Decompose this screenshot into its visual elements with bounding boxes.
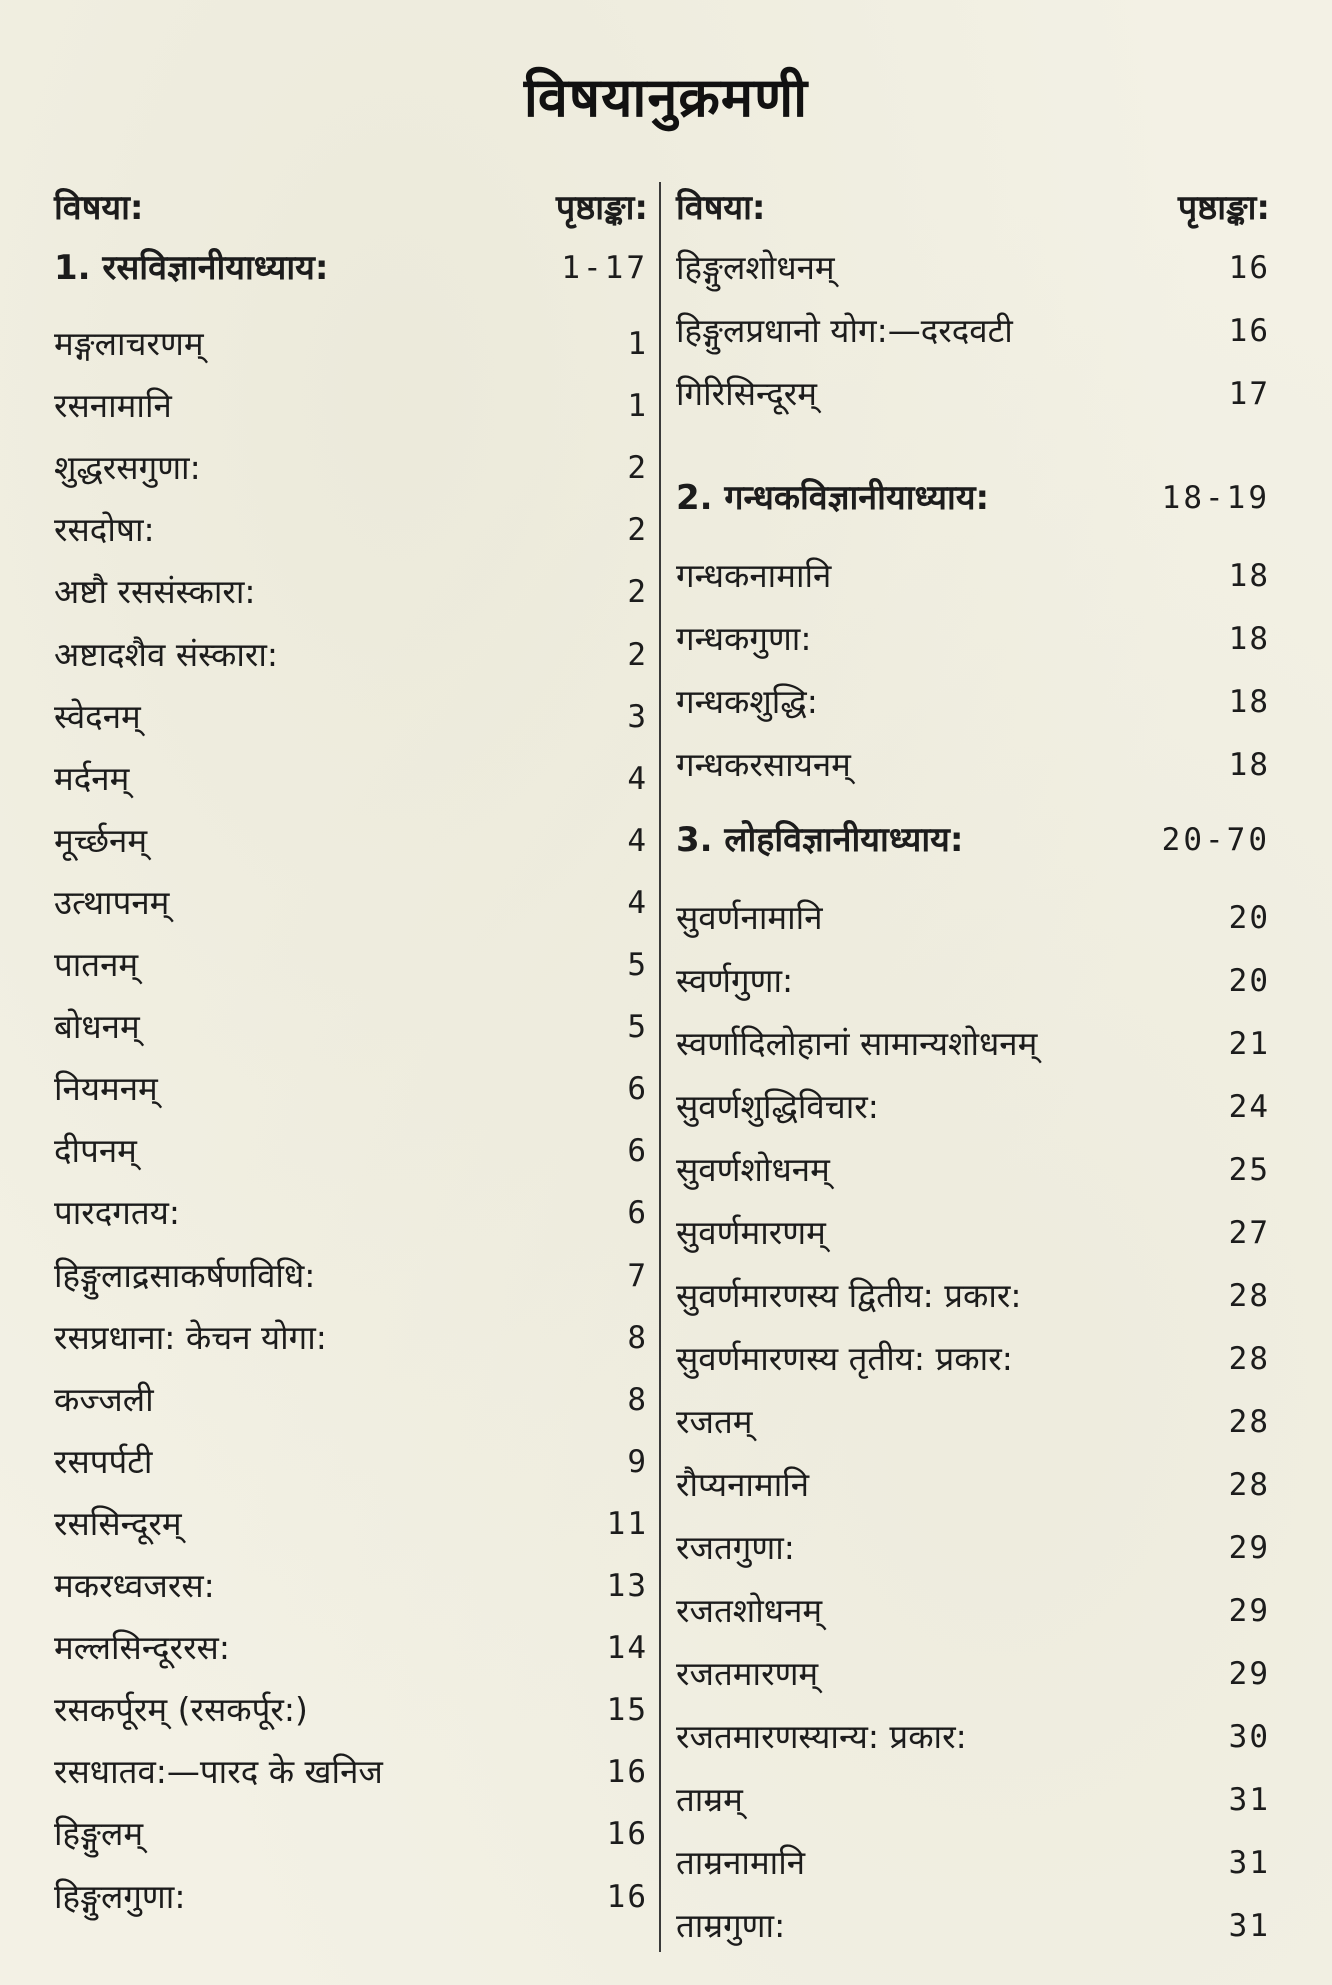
toc-entry-page: 5	[627, 947, 648, 983]
toc-entry-page: 1	[627, 388, 648, 425]
toc-entry	[676, 1396, 1270, 1448]
toc-entry-title: नियमनम्	[54, 1069, 158, 1109]
toc-entry-title: रजतगुणा:	[676, 1528, 795, 1567]
toc-entry-page: 6	[627, 1195, 648, 1232]
toc-entry	[54, 939, 648, 991]
toc-entry	[54, 1808, 648, 1860]
toc-entry-title: ताम्रनामानि	[676, 1843, 806, 1882]
toc-entry-page: 15	[606, 1692, 648, 1729]
toc-entry-title: रजतम्	[676, 1402, 753, 1441]
toc-entry	[54, 318, 648, 370]
chapter-1-heading	[54, 242, 648, 294]
toc-entry-title: मल्लसिन्दूररस:	[54, 1628, 230, 1668]
toc-entry-title: स्वेदनम्	[54, 696, 141, 736]
toc-entry-page: 17	[1228, 376, 1270, 412]
toc-entry-title: गन्धकशुद्धि:	[676, 682, 818, 721]
toc-entry-title: सुवर्णशुद्धिविचार:	[676, 1087, 879, 1126]
toc-entry	[54, 504, 648, 556]
toc-entry-page: 16	[606, 1754, 648, 1791]
toc-entry-title: स्वर्णगुणा:	[676, 961, 794, 1000]
toc-entry-page: 4	[627, 760, 648, 797]
toc-entry-title: स्वर्णादिलोहानां सामान्यशोधनम्	[676, 1024, 1038, 1063]
toc-entry-title: गन्धकनामानि	[676, 556, 832, 595]
toc-entry	[54, 1560, 648, 1612]
toc-entry-title: मूर्च्छनम्	[54, 820, 148, 860]
toc-entry	[54, 815, 648, 867]
chapter-2-title: 2. गन्धकविज्ञानीयाध्याय:	[676, 478, 990, 518]
toc-entry-title: सुवर्णमारणम्	[676, 1213, 826, 1252]
toc-entry-title: अष्टौ रससंस्कारा:	[54, 572, 256, 612]
toc-entry	[676, 1144, 1270, 1196]
chapter-1-pages: 1-17	[561, 250, 648, 286]
toc-entry-page: 27	[1228, 1215, 1270, 1251]
toc-entry-page: 4	[627, 822, 648, 859]
toc-entry-page: 28	[1228, 1341, 1270, 1377]
toc-entry-page: 7	[627, 1257, 648, 1294]
toc-entry-page: 8	[627, 1381, 648, 1418]
toc-entry	[676, 1711, 1270, 1763]
toc-entry-page: 9	[627, 1443, 648, 1480]
toc-entry-page: 6	[627, 1133, 648, 1170]
toc-entry-title: उत्थापनम्	[54, 882, 170, 922]
toc-entry-title: पारदगतय:	[54, 1193, 180, 1233]
toc-entry	[54, 753, 648, 805]
toc-entry-page: 1	[627, 326, 648, 362]
toc-entry-title: सुवर्णमारणस्य द्वितीय: प्रकार:	[676, 1276, 1022, 1315]
toc-entry	[676, 550, 1270, 602]
toc-entry-page: 29	[1228, 1656, 1270, 1692]
toc-entry-title: कज्जली	[54, 1379, 154, 1419]
toc-entry-page: 25	[1228, 1152, 1270, 1188]
toc-entry	[676, 676, 1270, 728]
toc-entry	[54, 1374, 648, 1426]
toc-entry-page: 29	[1228, 1593, 1270, 1629]
chapter-2-pages: 18-19	[1161, 480, 1270, 516]
toc-entry	[676, 1018, 1270, 1070]
toc-entry-title: रसधातव:—पारद के खनिज	[54, 1752, 383, 1792]
toc-entry-page: 18	[1228, 684, 1270, 720]
toc-entry	[676, 892, 1270, 944]
toc-entry	[54, 1871, 648, 1923]
toc-entry	[676, 955, 1270, 1007]
subject-heading: विषया:	[54, 188, 144, 228]
toc-entry-page: 6	[627, 1071, 648, 1108]
toc-entry-page: 24	[1228, 1089, 1270, 1125]
toc-entry	[54, 1684, 648, 1736]
toc-entry	[676, 1837, 1270, 1889]
chapter-2-heading	[676, 472, 1270, 524]
toc-entry-title: गिरिसिन्दूरम्	[676, 374, 817, 413]
page-title: विषयानुक्रमणी	[523, 66, 809, 129]
toc-entry-page: 3	[627, 698, 648, 735]
toc-entry-title: रसनामानि	[54, 386, 172, 426]
toc-entry-title: मङ्गलाचरणम्	[54, 324, 204, 363]
toc-entry	[54, 1125, 648, 1177]
toc-entry-title: मकरध्वजरस:	[54, 1566, 215, 1605]
chapter-3-heading	[676, 814, 1270, 866]
toc-entry-page: 18	[1228, 621, 1270, 657]
toc-entry	[54, 629, 648, 681]
toc-entry	[676, 1900, 1270, 1952]
toc-entry-title: रसप्रधाना: केचन योगा:	[54, 1317, 327, 1357]
toc-entry-page: 21	[1228, 1026, 1270, 1062]
toc-entry-page: 16	[1228, 250, 1270, 286]
toc-entry-title: बोधनम्	[54, 1007, 140, 1047]
toc-entry-page: 18	[1228, 747, 1270, 783]
toc-entry-page: 2	[627, 450, 648, 487]
toc-entry	[54, 1187, 648, 1239]
toc-entry-page: 29	[1228, 1530, 1270, 1566]
toc-entry	[676, 739, 1270, 791]
toc-entry-title: हिङ्गुलशोधनम्	[676, 248, 835, 287]
toc-entry	[54, 1250, 648, 1302]
toc-entry-page: 4	[627, 884, 648, 921]
toc-entry-page: 28	[1228, 1467, 1270, 1503]
toc-entry-title: सुवर्णमारणस्य तृतीय: प्रकार:	[676, 1339, 1013, 1378]
toc-entry-page: 2	[627, 574, 648, 611]
toc-entry-title: सुवर्णशोधनम्	[676, 1150, 830, 1189]
toc-entry-page: 31	[1228, 1908, 1270, 1944]
toc-entry-title: शुद्धरसगुणा:	[54, 448, 201, 488]
toc-entry-title: रजतमारणस्यान्य: प्रकार:	[676, 1717, 967, 1756]
toc-entry	[676, 1081, 1270, 1133]
toc-entry-page: 5	[627, 1009, 648, 1046]
toc-entry	[54, 1498, 648, 1550]
page-heading: पृष्ठाङ्का:	[1177, 188, 1270, 228]
toc-entry-page: 16	[606, 1816, 648, 1853]
chapter-1-title: 1. रसविज्ञानीयाध्याय:	[54, 248, 329, 288]
toc-entry	[54, 691, 648, 743]
toc-entry-title: हिङ्गुलगुणा:	[54, 1876, 186, 1916]
toc-entry-page: 2	[627, 512, 648, 549]
toc-entry-title: सुवर्णनामानि	[676, 898, 823, 937]
toc-entry-title: अष्टादशैव संस्कारा:	[54, 634, 279, 674]
toc-entry-page: 30	[1228, 1719, 1270, 1755]
toc-entry	[676, 242, 1270, 294]
toc-entry-title: रजतशोधनम्	[676, 1591, 823, 1630]
toc-entry	[54, 442, 648, 494]
toc-entry-title: रसकर्पूरम् (रसकर्पूर:)	[54, 1690, 308, 1730]
toc-entry-title: दीपनम्	[54, 1131, 137, 1171]
toc-entry-title: रसपर्पटी	[54, 1441, 153, 1481]
toc-entry	[676, 1459, 1270, 1511]
toc-entry-page: 16	[606, 1878, 648, 1915]
toc-entry	[676, 305, 1270, 357]
toc-entry-page: 8	[627, 1319, 648, 1356]
right-column-header	[676, 182, 1270, 234]
toc-entry	[676, 1522, 1270, 1574]
toc-entry	[54, 566, 648, 618]
toc-entry-title: मर्दनम्	[54, 758, 130, 798]
toc-entry-page: 20	[1228, 900, 1270, 936]
toc-entry	[54, 1063, 648, 1115]
toc-entry-page: 2	[627, 636, 648, 673]
toc-entry-title: पातनम्	[54, 945, 139, 984]
toc-entry-title: गन्धकरसायनम्	[676, 745, 851, 784]
toc-entry-title: रससिन्दूरम्	[54, 1503, 182, 1543]
toc-entry-page: 11	[606, 1505, 648, 1542]
toc-entry-title: रसदोषा:	[54, 510, 155, 550]
subject-heading: विषया:	[676, 188, 766, 228]
toc-entry-title: ताम्रम्	[676, 1780, 743, 1819]
toc-entry-page: 13	[606, 1568, 648, 1604]
toc-entry	[54, 1312, 648, 1364]
toc-entry-page: 31	[1228, 1782, 1270, 1818]
toc-entry-page: 28	[1228, 1278, 1270, 1314]
toc-entry-page: 16	[1228, 313, 1270, 349]
toc-entry-title: हिङ्गुलाद्रसाकर्षणविधि:	[54, 1255, 316, 1295]
chapter-3-title: 3. लोहविज्ञानीयाध्याय:	[676, 820, 964, 860]
toc-entry	[676, 1774, 1270, 1826]
toc-entry	[54, 877, 648, 929]
toc-entry-title: गन्धकगुणा:	[676, 619, 812, 658]
toc-entry	[54, 1436, 648, 1488]
toc-entry	[54, 380, 648, 432]
toc-entry-title: रजतमारणम्	[676, 1654, 819, 1693]
toc-entry	[676, 1333, 1270, 1385]
toc-entry	[54, 1622, 648, 1674]
page-heading: पृष्ठाङ्का:	[555, 188, 648, 228]
toc-entry	[54, 1746, 648, 1798]
toc-entry-page: 14	[606, 1630, 648, 1667]
toc-entry-page: 31	[1228, 1845, 1270, 1881]
toc-entry	[676, 1648, 1270, 1700]
toc-entry-page: 20	[1228, 963, 1270, 999]
toc-entry	[54, 1001, 648, 1053]
left-column-header	[54, 182, 648, 234]
toc-entry-title: हिङ्गुलम्	[54, 1814, 144, 1854]
toc-entry-page: 18	[1228, 558, 1270, 594]
column-divider	[659, 182, 661, 1952]
toc-entry-title: ताम्रगुणा:	[676, 1906, 786, 1945]
toc-entry	[676, 368, 1270, 420]
chapter-3-pages: 20-70	[1161, 822, 1270, 858]
toc-entry	[676, 1207, 1270, 1259]
toc-entry	[676, 1585, 1270, 1637]
toc-entry-page: 28	[1228, 1404, 1270, 1440]
toc-entry	[676, 613, 1270, 665]
toc-entry-title: रौप्यनामानि	[676, 1465, 810, 1504]
toc-entry-title: हिङ्गुलप्रधानो योग:—दरदवटी	[676, 311, 1013, 350]
toc-entry	[676, 1270, 1270, 1322]
